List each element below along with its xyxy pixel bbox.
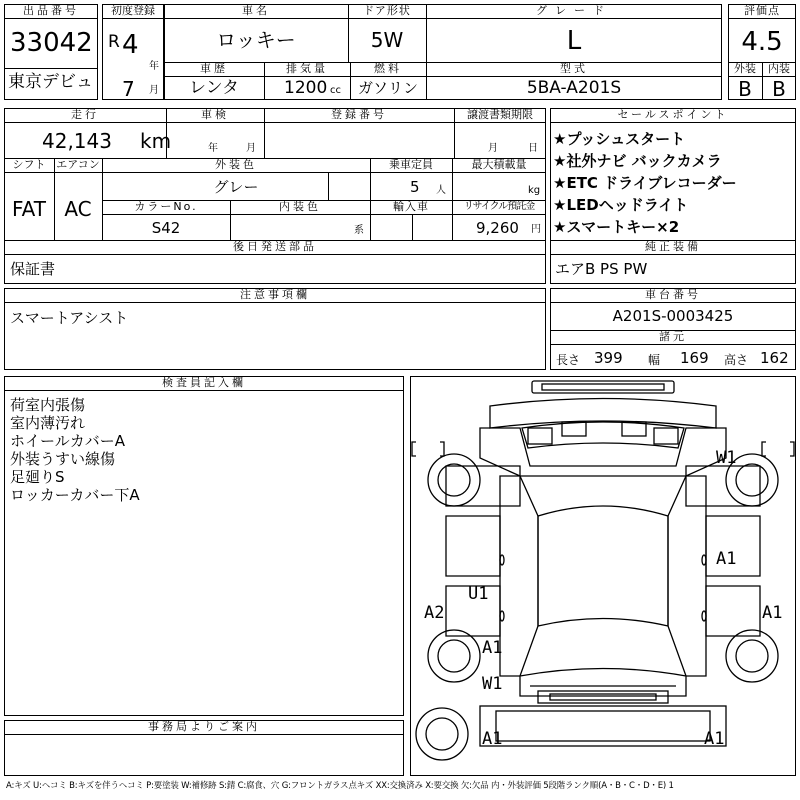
inspector-note: ホイールカバーA [10, 432, 125, 450]
length-label: 長さ [556, 353, 581, 367]
height-label: 高さ [724, 353, 749, 367]
notes-header: 注意事項欄 [4, 288, 546, 303]
later-parts: 保証書 [10, 260, 56, 278]
sales-point: ★スマートキー×2 [553, 218, 680, 236]
exterior-grade: B [738, 77, 752, 101]
int-color-header: 内装色 [279, 200, 321, 213]
capacity-header: 乗車定員 [389, 158, 433, 171]
ext-color: グレー [213, 178, 259, 196]
inspector-header: 検査員記入欄 [4, 376, 404, 391]
inspector-note: ロッカーカバー下A [10, 486, 140, 504]
car-name-header: 車名 [242, 4, 270, 17]
grade: L [566, 26, 582, 56]
first-reg-header: 初度登録 [102, 4, 164, 19]
mileage: 42,143 [42, 129, 112, 153]
transfer-header: 譲渡書類期限 [467, 108, 533, 121]
notes: スマートアシスト [10, 309, 129, 327]
import-header: 輸入車 [393, 200, 429, 213]
mark-a1-bottom-left: A1 [482, 729, 503, 749]
office-header: 事務局よりご案内 [4, 720, 404, 735]
reg-year: 4 [122, 30, 139, 60]
fuel-header: 燃料 [374, 62, 402, 75]
era: R [108, 32, 120, 52]
chassis: A201S-0003425 [612, 307, 734, 325]
lot-no: 33042 [10, 28, 93, 58]
color-no: S42 [151, 219, 181, 237]
transfer-day-unit: 日 [528, 143, 538, 154]
capacity: 5 [410, 178, 420, 196]
later-parts-header: 後日発送部品 [233, 240, 317, 253]
aircon: AC [64, 197, 92, 221]
displacement-header: 排気量 [286, 62, 328, 75]
reg-year-unit: 年 [149, 61, 159, 72]
max-load-header: 最大積載量 [471, 158, 527, 171]
model-code: 5BA-A201S [526, 78, 622, 98]
inspector-note: 室内薄汚れ [10, 414, 86, 432]
mark-a1-left-fender: A1 [482, 638, 503, 658]
reg-month: 7 [122, 77, 135, 101]
transfer-month-unit: 月 [488, 143, 498, 154]
inspector-note: 荷室内張傷 [10, 396, 86, 414]
inspector-note: 外装うすい線傷 [10, 450, 116, 468]
inspection-year-unit: 年 [208, 143, 218, 154]
recycle: 9,260 [476, 219, 519, 237]
capacity-unit: 人 [436, 185, 446, 196]
color-no-header: カラーNo. [134, 200, 198, 213]
recycle-unit: 円 [531, 224, 541, 235]
history: レンタ [189, 78, 239, 98]
load-unit: kg [528, 185, 541, 196]
mileage-unit: km [140, 129, 172, 153]
equipment-header: 純正装備 [645, 240, 701, 253]
shift-header: シフト [12, 158, 46, 171]
model-code-header: 型式 [560, 62, 588, 75]
inspector-note: 足廻りS [10, 468, 65, 486]
door-header: ドア形状 [363, 4, 411, 17]
history-header: 車歴 [200, 62, 228, 75]
car-diagram [410, 376, 796, 776]
recycle-header: リサイクル預託金 [463, 201, 535, 212]
mark-u1: U1 [468, 584, 489, 604]
grade-header: グレード [536, 4, 612, 17]
ext-color-header: 外装色 [215, 158, 257, 171]
sales-points-list [553, 128, 737, 238]
exterior-header: 外装 [734, 62, 756, 75]
specs-header: 諸元 [659, 330, 687, 343]
shift: FAT [11, 197, 46, 221]
sales-point: ★ETC ドライブレコーダー [553, 174, 737, 192]
mark-a1-right-door: A1 [716, 549, 737, 569]
chassis-header: 車台番号 [550, 288, 796, 303]
interior-grade: B [772, 77, 786, 101]
width-label: 幅 [648, 353, 661, 367]
inspection-month-unit: 月 [246, 143, 256, 154]
score: 4.5 [741, 27, 783, 57]
inspector-notes [10, 396, 140, 504]
score-header: 評価点 [728, 4, 796, 19]
mileage-header: 走行 [71, 108, 99, 121]
width: 169 [680, 349, 709, 367]
car-name: ロッキー [216, 28, 296, 52]
legend: A:キズ U:ヘコミ B:キズを伴うヘコミ P:要塗装 W:補修跡 S:錆 C:腐食、穴 G:フロントガラス点キズ XX:交換済み X:要交換 欠:欠品 内・外装評価 5段階ランク順(A・B・C・D・E) 1 [6, 781, 674, 791]
door: 5W [370, 28, 404, 52]
mark-w1-top: W1 [716, 448, 737, 468]
mark-a2-left: A2 [424, 603, 445, 623]
sales-points-header: セールスポイント [550, 108, 796, 123]
lot-no-header: 出品番号 [4, 4, 98, 19]
interior-header: 内装 [768, 62, 790, 75]
fuel: ガソリン [357, 79, 418, 97]
equipment: エアB PS PW [555, 260, 648, 278]
mark-w1-left: W1 [482, 674, 503, 694]
mark-a1-bottom-right: A1 [704, 729, 725, 749]
reg-month-unit: 月 [149, 85, 159, 96]
displacement: 1200 [284, 78, 328, 98]
length: 399 [594, 349, 623, 367]
sales-point: ★社外ナビ バックカメラ [553, 152, 722, 170]
inspection-header: 車検 [201, 108, 229, 121]
plate-header: 登録番号 [331, 108, 387, 121]
sales-point: ★プッシュスタート [553, 130, 686, 148]
int-color-unit: 系 [354, 225, 364, 236]
venue: 東京デビュ [8, 72, 93, 92]
aircon-header: エアコン [56, 158, 100, 171]
mark-a1-right: A1 [762, 603, 783, 623]
displacement-unit: cc [330, 85, 341, 96]
sales-point: ★LEDヘッドライト [553, 196, 689, 214]
height: 162 [760, 349, 789, 367]
